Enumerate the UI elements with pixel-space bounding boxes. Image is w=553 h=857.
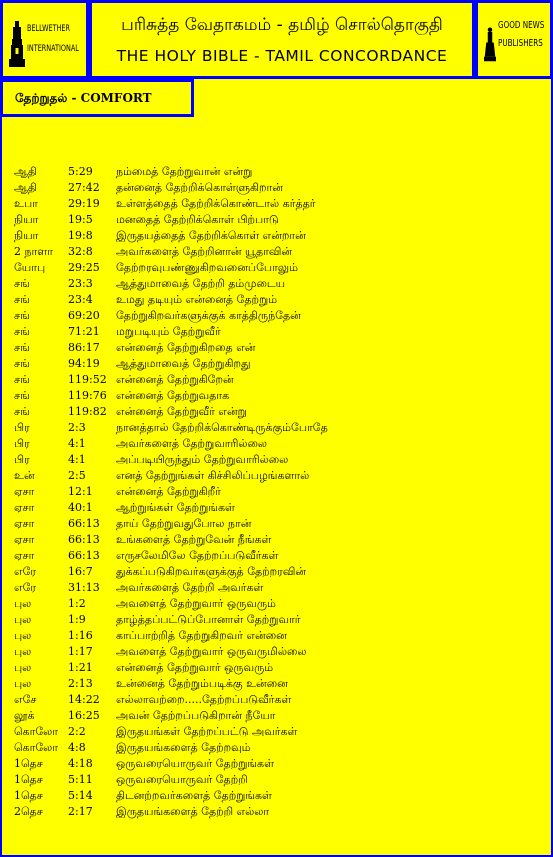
verse-book: சங் xyxy=(14,373,30,386)
verse-reference: 32:8 xyxy=(68,245,93,258)
verse-reference: 4:8 xyxy=(68,741,86,754)
concordance-entry xyxy=(0,308,553,324)
verse-text: அவர்களைத் தேற்றுவாரில்லை xyxy=(116,437,268,450)
good-news-logo-line-1: GOOD NEWS xyxy=(498,20,545,31)
verse-reference: 66:13 xyxy=(68,533,100,546)
concordance-entry xyxy=(0,612,553,628)
concordance-entry xyxy=(0,420,553,436)
verse-text: அப்படியிருந்தும் தேற்றுவாரில்லை xyxy=(116,453,289,466)
good-news-logo xyxy=(475,0,553,79)
verse-book: எரே xyxy=(14,581,37,594)
verse-text: ஒருவரையொருவர் தேற்றுங்கள் xyxy=(116,757,274,770)
good-news-logo-line-2: PUBLISHERS xyxy=(498,38,543,49)
title-box xyxy=(89,0,475,79)
concordance-entry xyxy=(0,516,553,532)
section-heading-box xyxy=(0,79,194,117)
verse-book: சங் xyxy=(14,309,30,322)
verse-reference: 71:21 xyxy=(68,325,100,338)
verse-reference: 2:5 xyxy=(68,469,86,482)
verse-reference: 1:16 xyxy=(68,629,93,642)
verse-text: இருதயத்தைத் தேற்றிக்கொள் என்றான் xyxy=(116,229,306,242)
verse-text: தன்னைத் தேற்றிக்கொள்ளுகிறான் xyxy=(116,181,283,194)
verse-book: புல xyxy=(14,677,32,690)
verse-reference: 12:1 xyxy=(68,485,93,498)
verse-reference: 4:1 xyxy=(68,453,86,466)
verse-text: திடனற்றவர்களைத் தேற்றுங்கள் xyxy=(116,789,272,802)
verse-text: உமது தடியும் என்னைத் தேற்றும் xyxy=(116,293,278,306)
verse-reference: 27:42 xyxy=(68,181,100,194)
verse-book: கொலோ xyxy=(14,725,59,738)
bellwether-logo xyxy=(0,0,89,79)
verse-text: துக்கப்படுகிறவர்களுக்குத் தேற்றரவின் xyxy=(116,565,307,578)
verse-text: அவளைத் தேற்றுவார் ஒருவரும் xyxy=(116,597,276,610)
concordance-entry xyxy=(0,356,553,372)
verse-reference: 66:13 xyxy=(68,517,100,530)
verse-book: 1தெச xyxy=(14,773,43,786)
concordance-entry xyxy=(0,468,553,484)
concordance-list xyxy=(0,164,553,820)
verse-book: பிர xyxy=(14,421,30,434)
verse-reference: 119:52 xyxy=(68,373,107,386)
bellwether-logo-text xyxy=(27,19,79,59)
verse-reference: 5:14 xyxy=(68,789,93,802)
verse-text: எனத் தேற்றுங்கள் கிச்சிலிப்பழங்களால் xyxy=(116,469,310,482)
verse-book: உன் xyxy=(14,469,35,482)
verse-text: என்னைத் தேற்றுகிறேன் xyxy=(116,373,234,386)
verse-reference: 1:21 xyxy=(68,661,93,674)
verse-text: காப்பாற்றித் தேற்றுகிறவர் என்னை xyxy=(116,629,287,642)
verse-reference: 16:7 xyxy=(68,565,93,578)
verse-text: அவளைத் தேற்றுவார் ஒருவருமில்லை xyxy=(116,645,307,658)
verse-text: இருதயங்கள் தேற்றப்பட்டு அவர்கள் xyxy=(116,725,298,738)
verse-book: ஏசா xyxy=(14,549,35,562)
verse-text: என்னைத் தேற்றுவார் ஒருவரும் xyxy=(116,661,274,674)
verse-reference: 19:8 xyxy=(68,229,93,242)
verse-text: அவன் தேற்றப்படுகிறான் நீயோ xyxy=(116,709,276,722)
verse-reference: 4:1 xyxy=(68,437,86,450)
verse-text: என்னைத் தேற்றுவதாக xyxy=(116,389,230,402)
verse-reference: 23:3 xyxy=(68,277,93,290)
verse-reference: 4:18 xyxy=(68,757,93,770)
section-heading: தேற்றுதல் - COMFORT xyxy=(15,91,152,105)
verse-book: சங் xyxy=(14,357,30,370)
concordance-entry xyxy=(0,292,553,308)
verse-book: சங் xyxy=(14,293,30,306)
verse-reference: 16:25 xyxy=(68,709,100,722)
verse-book: புல xyxy=(14,645,32,658)
concordance-entry xyxy=(0,340,553,356)
concordance-entry xyxy=(0,628,553,644)
verse-text: தேற்றரவுபண்ணுகிறவனைப்போலும் xyxy=(116,261,298,274)
verse-text: என்னைத் தேற்றுகிறதை என் xyxy=(116,341,256,354)
verse-text: உங்களைத் தேற்றுவேன் நீங்கள் xyxy=(116,533,272,546)
verse-reference: 5:29 xyxy=(68,165,93,178)
verse-book: நியா xyxy=(14,213,39,226)
verse-reference: 2:3 xyxy=(68,421,86,434)
verse-book: ஆதி xyxy=(14,165,37,178)
verse-book: ஆதி xyxy=(14,181,37,194)
verse-book: பிர xyxy=(14,437,30,450)
verse-text: ஒருவரையொருவர் தேற்றி xyxy=(116,773,248,786)
verse-reference: 19:5 xyxy=(68,213,93,226)
concordance-entry xyxy=(0,500,553,516)
concordance-entry xyxy=(0,260,553,276)
verse-book: யோபு xyxy=(14,261,46,274)
verse-text: ஆற்றுங்கள் தேற்றுங்கள் xyxy=(116,501,235,514)
verse-text: அவர்களைத் தேற்றி அவர்கள் xyxy=(116,581,264,594)
concordance-entry xyxy=(0,564,553,580)
verse-text: தாழ்த்தப்பட்டுப்போனாள் தேற்றுவார் xyxy=(116,613,301,626)
verse-reference: 29:19 xyxy=(68,197,100,210)
verse-reference: 2:17 xyxy=(68,805,93,818)
verse-reference: 5:11 xyxy=(68,773,93,786)
verse-reference: 1:2 xyxy=(68,597,86,610)
verse-book: சங் xyxy=(14,341,30,354)
verse-reference: 2:13 xyxy=(68,677,93,690)
verse-text: என்னைத் தேற்றுகிறீர் xyxy=(116,485,221,498)
verse-reference: 14:22 xyxy=(68,693,100,706)
verse-text: என்னைத் தேற்றுவீர் என்று xyxy=(116,405,247,418)
concordance-entry xyxy=(0,772,553,788)
concordance-entry xyxy=(0,580,553,596)
verse-reference: 23:4 xyxy=(68,293,93,306)
verse-text: எல்லாவற்றை.....தேற்றப்படுவீர்கள் xyxy=(116,693,292,706)
verse-book: 1தெச xyxy=(14,757,43,770)
concordance-entry xyxy=(0,196,553,212)
bellwether-logo-inner xyxy=(9,17,81,67)
concordance-entry xyxy=(0,660,553,676)
verse-book: கொலோ xyxy=(14,741,59,754)
concordance-entry xyxy=(0,804,553,820)
concordance-entry xyxy=(0,372,553,388)
verse-reference: 31:13 xyxy=(68,581,100,594)
concordance-entry xyxy=(0,228,553,244)
verse-book: எரே xyxy=(14,565,37,578)
concordance-entry xyxy=(0,788,553,804)
concordance-entry xyxy=(0,644,553,660)
verse-book: சங் xyxy=(14,389,30,402)
concordance-entry xyxy=(0,756,553,772)
verse-reference: 86:17 xyxy=(68,341,100,354)
verse-reference: 40:1 xyxy=(68,501,93,514)
verse-book: புல xyxy=(14,629,32,642)
verse-book: சங் xyxy=(14,325,30,338)
verse-book: சங் xyxy=(14,277,30,290)
bellwether-logo-line-1: BELLWETHER xyxy=(27,24,71,34)
concordance-entry xyxy=(0,708,553,724)
concordance-entry xyxy=(0,452,553,468)
verse-text: நானத்தால் தேற்றிக்கொண்டிருக்கும்போதே xyxy=(116,421,328,434)
concordance-entry xyxy=(0,212,553,228)
good-news-logo-text xyxy=(498,17,544,53)
bell-tower-icon xyxy=(9,21,25,67)
verse-book: உபா xyxy=(14,197,38,210)
verse-reference: 29:25 xyxy=(68,261,100,274)
verse-reference: 1:9 xyxy=(68,613,86,626)
verse-book: 2 நாளா xyxy=(14,245,53,258)
verse-book: ஏசா xyxy=(14,517,35,530)
verse-book: ஏசா xyxy=(14,485,35,498)
concordance-entry xyxy=(0,164,553,180)
tamil-title: பரிசுத்த வேதாகமம் - தமிழ் சொல்தொகுதி xyxy=(121,15,443,35)
verse-text: மறுபடியும் தேற்றுவீர் xyxy=(116,325,221,338)
verse-book: 2தெச xyxy=(14,805,43,818)
herald-figure-icon xyxy=(484,21,496,67)
verse-text: இருதயங்களைத் தேற்றி எல்லா xyxy=(116,805,270,818)
verse-reference: 94:19 xyxy=(68,357,100,370)
concordance-entry xyxy=(0,484,553,500)
concordance-entry xyxy=(0,180,553,196)
verse-reference: 119:82 xyxy=(68,405,107,418)
concordance-entry xyxy=(0,692,553,708)
verse-reference: 2:2 xyxy=(68,725,86,738)
verse-book: 1தெச xyxy=(14,789,43,802)
good-news-logo-inner xyxy=(484,17,553,67)
verse-book: ஏசா xyxy=(14,533,35,546)
concordance-entry xyxy=(0,404,553,420)
concordance-entry xyxy=(0,740,553,756)
concordance-entry xyxy=(0,244,553,260)
verse-text: மனதைத் தேற்றிக்கொள் பிற்பாடு xyxy=(116,213,279,226)
verse-text: இருதயங்களைத் தேற்றவும் xyxy=(116,741,251,754)
concordance-entry xyxy=(0,388,553,404)
concordance-entry xyxy=(0,324,553,340)
verse-book: நியா xyxy=(14,229,39,242)
verse-book: லூக் xyxy=(14,709,35,722)
concordance-entry xyxy=(0,724,553,740)
bellwether-logo-line-2: INTERNATIONAL xyxy=(27,44,79,54)
verse-text: தேற்றுகிறவர்களுக்குக் காத்திருந்தேன் xyxy=(116,309,301,322)
verse-reference: 66:13 xyxy=(68,549,100,562)
verse-book: புல xyxy=(14,661,32,674)
concordance-entry xyxy=(0,436,553,452)
english-title: THE HOLY BIBLE - TAMIL CONCORDANCE xyxy=(116,47,448,65)
verse-reference: 69:20 xyxy=(68,309,100,322)
verse-text: எருசலேமிலே தேற்றப்படுவீர்கள் xyxy=(116,549,279,562)
verse-reference: 1:17 xyxy=(68,645,93,658)
verse-text: உள்ளத்தைத் தேற்றிக்கொண்டால் கர்த்தர் xyxy=(116,197,316,210)
verse-book: புல xyxy=(14,613,32,626)
concordance-entry xyxy=(0,276,553,292)
verse-book: எசே xyxy=(14,693,37,706)
verse-text: உன்னைத் தேற்றும்படிக்கு உன்னை xyxy=(116,677,288,690)
verse-text: ஆத்துமாவைத் தேற்றுகிறது xyxy=(116,357,251,370)
verse-book: சங் xyxy=(14,405,30,418)
verse-text: தாய் தேற்றுவதுபோல நான் xyxy=(116,517,252,530)
verse-reference: 119:76 xyxy=(68,389,107,402)
concordance-entry xyxy=(0,548,553,564)
concordance-entry xyxy=(0,676,553,692)
concordance-entry xyxy=(0,532,553,548)
verse-text: அவர்களைத் தேற்றினான் யூதாவின் xyxy=(116,245,293,258)
verse-book: புல xyxy=(14,597,32,610)
verse-text: ஆத்துமாவைத் தேற்றி தம்முடைய xyxy=(116,277,286,290)
verse-book: பிர xyxy=(14,453,30,466)
concordance-entry xyxy=(0,596,553,612)
verse-book: ஏசா xyxy=(14,501,35,514)
verse-text: நம்மைத் தேற்றுவான் என்று xyxy=(116,165,253,178)
